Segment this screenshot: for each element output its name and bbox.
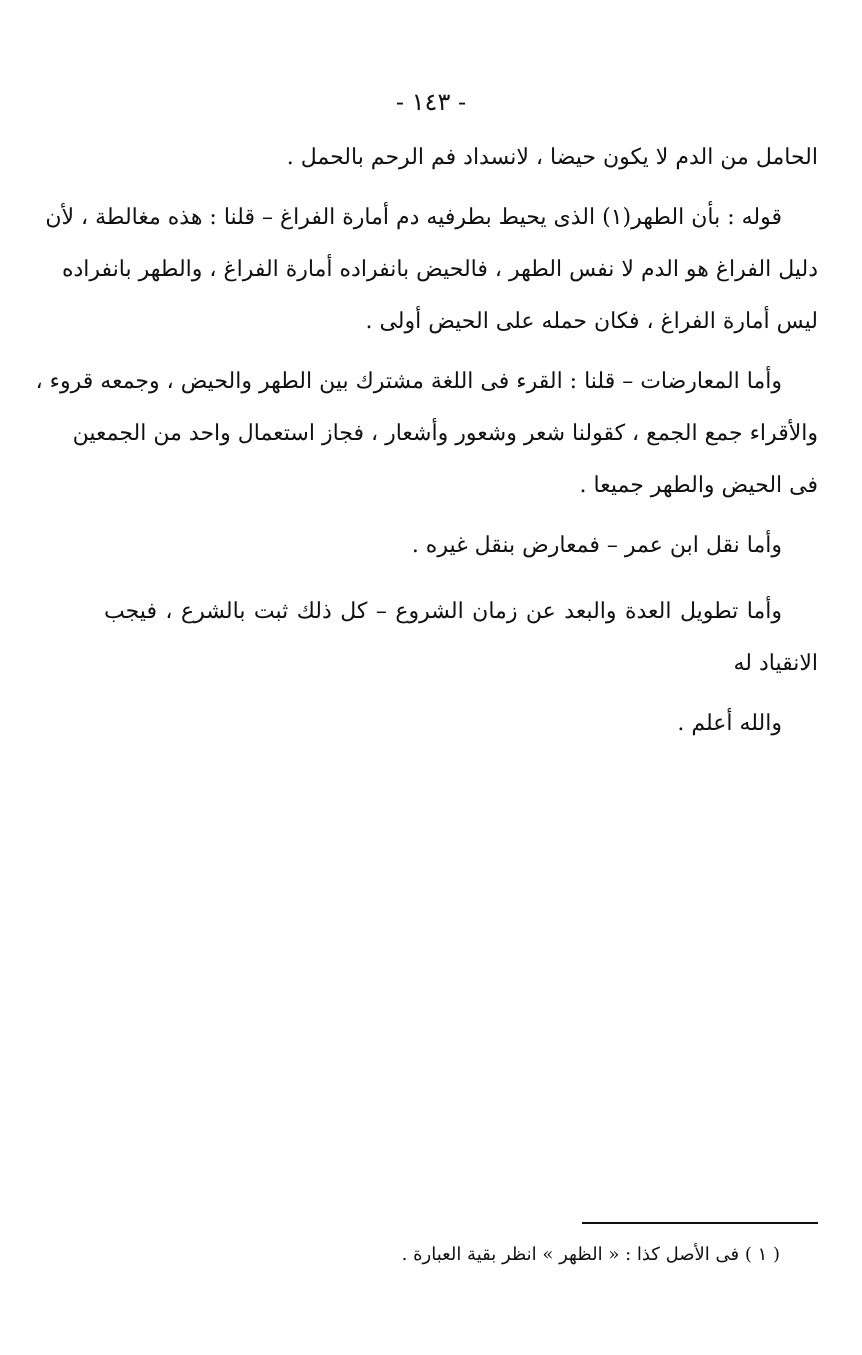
text-line: وأما نقل ابن عمر – فمعارض بنقل غيره .: [411, 533, 782, 558]
footnote: ( ١ ) فى الأصل كذا : « الظهر » انظر بقية العبارة .: [401, 1244, 780, 1265]
text-line: قوله : بأن الطهر(١) الذى يحيط بطرفيه دم أمارة الفراغ – قلنا : هذه مغالطة ، لأن: [45, 205, 782, 230]
text-line: فى الحيض والطهر جميعا .: [579, 473, 818, 498]
text-line: الحامل من الدم لا يكون حيضا ، لانسداد فم الرحم بالحمل .: [286, 145, 818, 170]
page-number: - ١٤٣ -: [395, 88, 467, 116]
main-text: [35, 132, 818, 750]
text-line: ليس أمارة الفراغ ، فكان حمله على الحيض أولى .: [365, 309, 818, 334]
text-line: وأما تطويل العدة والبعد عن زمان الشروع – كل ذلك ثبت بالشرع ، فيجب: [104, 599, 782, 624]
text-line: والأقراء جمع الجمع ، كقولنا شعر وشعور وأشعار ، فجاز استعمال واحد من الجمعين: [72, 421, 818, 446]
text-line: والله أعلم .: [677, 711, 782, 736]
footnote-separator: [582, 1222, 818, 1224]
text-line: دليل الفراغ هو الدم لا نفس الطهر ، فالحيض بانفراده أمارة الفراغ ، والطهر بانفراده: [61, 257, 818, 282]
text-line: الانقياد له: [733, 651, 818, 676]
text-line: وأما المعارضات – قلنا : القرء فى اللغة مشترك بين الطهر والحيض ، وجمعه قروء ،: [35, 369, 782, 394]
